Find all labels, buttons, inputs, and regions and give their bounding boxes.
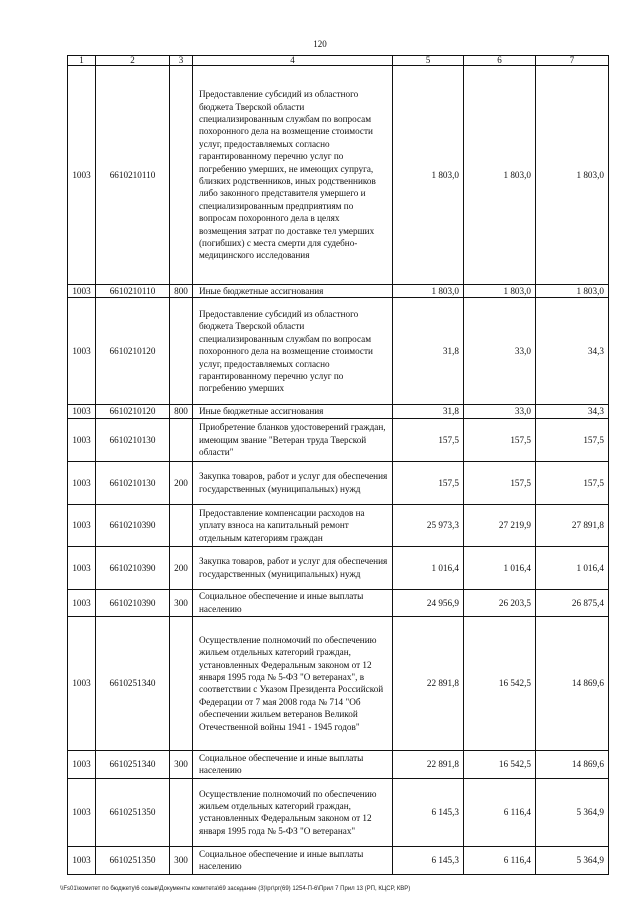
table-row [68,504,609,546]
amount-year3-cell: 34,3 [536,298,609,405]
amount-year2-cell: 16 542,5 [464,750,536,778]
expense-type-cell: 800 [170,285,193,298]
target-article-cell: 6610210120 [96,298,170,405]
section-code-cell: 1003 [68,846,96,874]
section-code-cell: 1003 [68,298,96,405]
amount-year1-cell: 31,8 [393,298,464,405]
table-header-row [68,56,609,66]
table-row [68,66,609,285]
section-code-cell: 1003 [68,66,96,285]
description-cell: Предоставление субсидий из областного бюджета Тверской области специализированным службам по вопросам похоронного дела на возмещение стоимости услуг, предоставляемых согласно гарантированному перечню услуг по погребению умерших [193,298,393,405]
table-row [68,461,609,504]
amount-year2-cell: 1 803,0 [464,66,536,285]
amount-year1-cell: 31,8 [393,405,464,418]
column-header: 5 [393,56,464,66]
amount-year3-cell: 1 803,0 [536,285,609,298]
description-cell: Приобретение бланков удостоверений граждан, имеющим звание "Ветеран труда Тверской области" [193,418,393,461]
amount-year3-cell: 34,3 [536,405,609,418]
amount-year2-cell: 157,5 [464,418,536,461]
expense-type-cell: 200 [170,461,193,504]
amount-year1-cell: 1 803,0 [393,66,464,285]
page-number: 120 [313,39,327,49]
table-row [68,778,609,846]
amount-year2-cell: 33,0 [464,298,536,405]
column-header: 4 [193,56,393,66]
expense-type-cell: 800 [170,405,193,418]
amount-year3-cell: 5 364,9 [536,778,609,846]
target-article-cell: 6610210390 [96,504,170,546]
expense-type-cell: 200 [170,546,193,589]
column-header: 7 [536,56,609,66]
amount-year2-cell: 26 203,5 [464,589,536,616]
section-code-cell: 1003 [68,750,96,778]
section-code-cell: 1003 [68,285,96,298]
description-cell: Иные бюджетные ассигнования [193,285,393,298]
column-header: 3 [170,56,193,66]
section-code-cell: 1003 [68,546,96,589]
description-cell: Осуществление полномочий по обеспечению жильем отдельных категорий граждан, установленных Федеральным законом от 12 января 1995 года № 5-ФЗ "О ветеранах" [193,778,393,846]
expense-type-cell [170,504,193,546]
table-row [68,546,609,589]
table-row [68,750,609,778]
amount-year3-cell: 14 869,6 [536,616,609,750]
amount-year1-cell: 25 973,3 [393,504,464,546]
amount-year3-cell: 14 869,6 [536,750,609,778]
amount-year3-cell: 1 016,4 [536,546,609,589]
budget-table [67,55,609,875]
amount-year2-cell: 6 116,4 [464,778,536,846]
section-code-cell: 1003 [68,461,96,504]
table-row [68,298,609,405]
description-cell: Социальное обеспечение и иные выплаты населению [193,589,393,616]
amount-year3-cell: 5 364,9 [536,846,609,874]
expense-type-cell: 300 [170,750,193,778]
target-article-cell: 6610210110 [96,66,170,285]
amount-year3-cell: 26 875,4 [536,589,609,616]
expense-type-cell: 300 [170,589,193,616]
section-code-cell: 1003 [68,589,96,616]
amount-year2-cell: 1 016,4 [464,546,536,589]
expense-type-cell: 300 [170,846,193,874]
expense-type-cell [170,418,193,461]
table-row [68,616,609,750]
target-article-cell: 6610251340 [96,616,170,750]
amount-year3-cell: 157,5 [536,461,609,504]
amount-year1-cell: 24 956,9 [393,589,464,616]
description-cell: Социальное обеспечение и иные выплаты населению [193,750,393,778]
table-row [68,589,609,616]
amount-year1-cell: 1 803,0 [393,285,464,298]
amount-year2-cell: 27 219,9 [464,504,536,546]
amount-year1-cell: 1 016,4 [393,546,464,589]
section-code-cell: 1003 [68,405,96,418]
target-article-cell: 6610210390 [96,546,170,589]
section-code-cell: 1003 [68,616,96,750]
description-cell: Закупка товаров, работ и услуг для обеспечения государственных (муниципальных) нужд [193,461,393,504]
table-row [68,285,609,298]
target-article-cell: 6610210130 [96,418,170,461]
amount-year1-cell: 6 145,3 [393,846,464,874]
amount-year1-cell: 6 145,3 [393,778,464,846]
expense-type-cell [170,298,193,405]
amount-year3-cell: 27 891,8 [536,504,609,546]
table-row [68,405,609,418]
description-cell: Осуществление полномочий по обеспечению жильем отдельных категорий граждан, установленных Федеральным законом от 12 января 1995 года № 5-ФЗ "О ветеранах", в соответствии с Указом Президента Российской Федерации от 7 мая 2008 года № 714 "Об обеспечении жильем ветеранов Великой Отечественной войны 1941 - 1945 годов" [193,616,393,750]
file-path-footer: \\Fs01\комитет по бюджету\6 созыв\Документы комитета\69 заседание (3)\рг\рг(69) 1254-П-6\Прил 7 Прил 13 (РП, КЦСР, КВР) [60,886,411,892]
amount-year2-cell: 33,0 [464,405,536,418]
target-article-cell: 6610251350 [96,846,170,874]
expense-type-cell [170,778,193,846]
target-article-cell: 6610251350 [96,778,170,846]
amount-year2-cell: 16 542,5 [464,616,536,750]
section-code-cell: 1003 [68,504,96,546]
column-header: 2 [96,56,170,66]
target-article-cell: 6610251340 [96,750,170,778]
expense-type-cell [170,616,193,750]
amount-year3-cell: 157,5 [536,418,609,461]
target-article-cell: 6610210390 [96,589,170,616]
amount-year3-cell: 1 803,0 [536,66,609,285]
description-cell: Предоставление субсидий из областного бюджета Тверской области специализированным службам по вопросам похоронного дела на возмещение стоимости услуг, предоставляемых согласно гарантированному перечню услуг по погребению умерших, не имеющих супруга, близких родственников, иных родственников либо законного представителя умершего и специализированным предприятиям по вопросам похоронного дела в целях возмещения затрат по доставке тел умерших (погибших) с места смерти для судебно-медицинского исследования [193,66,393,285]
column-header: 1 [68,56,96,66]
description-cell: Предоставление компенсации расходов на уплату взноса на капитальный ремонт отдельным категориям граждан [193,504,393,546]
table-row [68,846,609,874]
description-cell: Закупка товаров, работ и услуг для обеспечения государственных (муниципальных) нужд [193,546,393,589]
description-cell: Иные бюджетные ассигнования [193,405,393,418]
amount-year1-cell: 157,5 [393,418,464,461]
amount-year2-cell: 157,5 [464,461,536,504]
amount-year1-cell: 157,5 [393,461,464,504]
amount-year1-cell: 22 891,8 [393,750,464,778]
amount-year2-cell: 1 803,0 [464,285,536,298]
target-article-cell: 6610210110 [96,285,170,298]
column-header: 6 [464,56,536,66]
target-article-cell: 6610210120 [96,405,170,418]
description-cell: Социальное обеспечение и иные выплаты населению [193,846,393,874]
section-code-cell: 1003 [68,418,96,461]
expense-type-cell [170,66,193,285]
section-code-cell: 1003 [68,778,96,846]
amount-year2-cell: 6 116,4 [464,846,536,874]
amount-year1-cell: 22 891,8 [393,616,464,750]
target-article-cell: 6610210130 [96,461,170,504]
table-row [68,418,609,461]
